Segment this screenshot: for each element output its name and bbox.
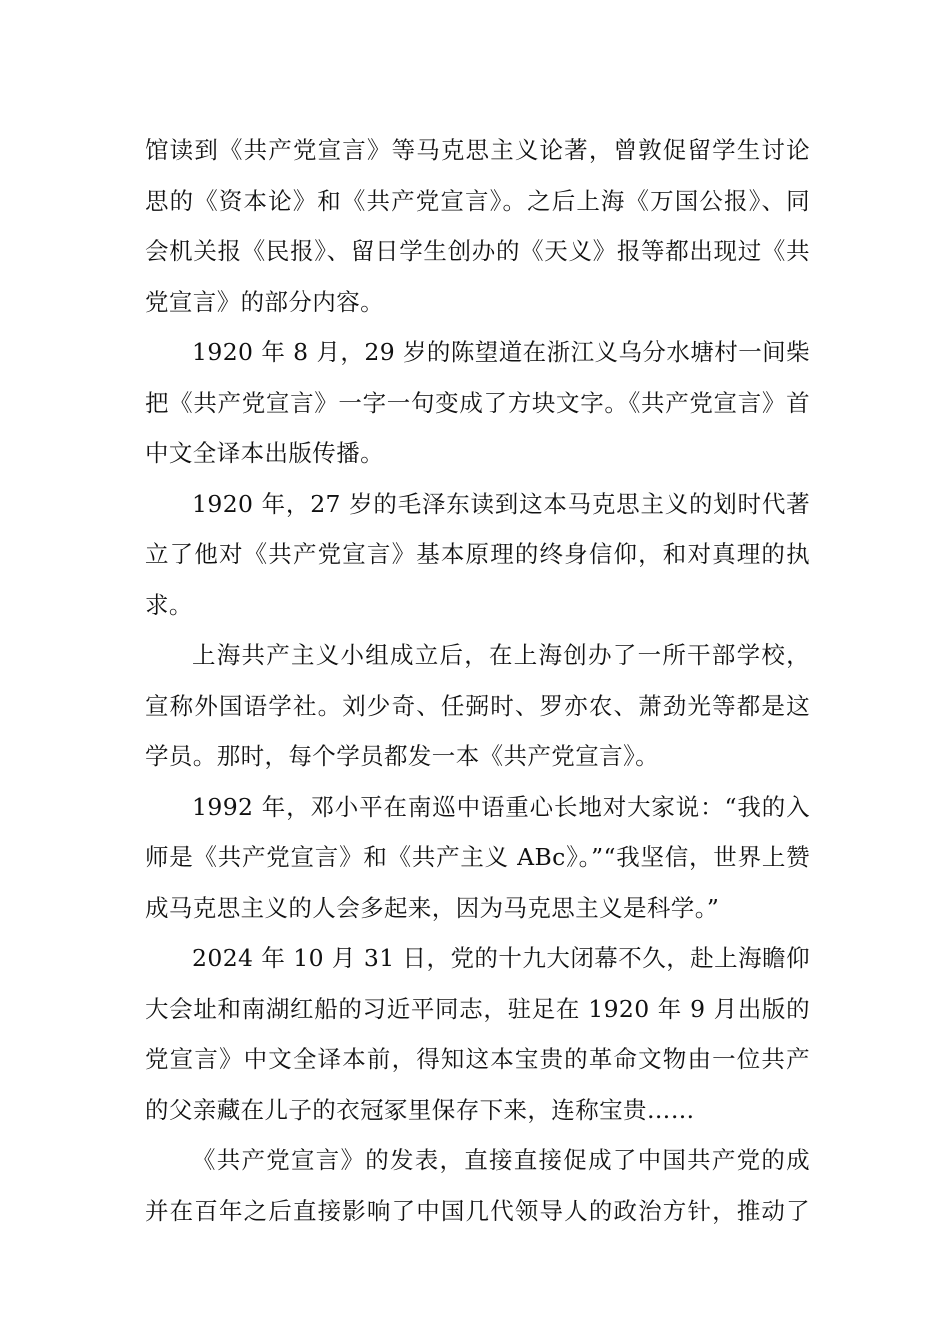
text-line: 馆读到《共产党宣言》等马克思主义论著，曾敦促留学生讨论 [145,136,810,164]
text-line: 上海共产主义小组成立后，在上海创办了一所干部学校， [192,641,810,669]
document-body-text [145,125,810,1236]
text-line: 党宣言》中文全译本前，得知这本宝贵的革命文物由一位共产 [145,1045,810,1073]
text-line: 2024 年 10 月 31 日，党的十九大闭幕不久，赴上海瞻仰 [192,944,810,972]
text-line: 《共产党宣言》的发表，直接直接促成了中国共产党的成 [192,1146,810,1174]
text-line: 1992 年，邓小平在南巡中语重心长地对大家说：“我的入 [192,792,810,821]
text-line: 党宣言》的部分内容。 [145,287,384,316]
text-line: 并在百年之后直接影响了中国几代领导人的政治方针，推动了 [145,1196,810,1225]
text-line: 把《共产党宣言》一字一句变成了方块文字。《共产党宣言》首 [145,388,810,417]
text-line: 成马克思主义的人会多起来，因为马克思主义是科学。” [145,893,720,922]
text-line: 大会址和南湖红船的习近平同志，驻足在 1920 年 9 月出版的 [145,994,810,1023]
text-line: 思的《资本论》和《共产党宣言》。之后上海《万国公报》、同 [145,186,810,215]
text-line: 学员。那时，每个学员都发一本《共产党宣言》。 [145,742,660,770]
text-line: 1920 年 8 月，29 岁的陈望道在浙江义乌分水塘村一间柴 [192,338,810,366]
text-line: 1920 年，27 岁的毛泽东读到这本马克思主义的划时代著 [192,489,810,518]
text-line: 师是《共产党宣言》和《共产主义 ABc》。”“我坚信，世界上赞 [145,843,810,871]
text-line: 立了他对《共产党宣言》基本原理的终身信仰，和对真理的执 [145,540,810,568]
text-line: 中文全译本出版传播。 [145,439,384,467]
text-line: 宣称外国语学社。刘少奇、任弼时、罗亦农、萧劲光等都是这 [145,691,810,720]
text-line: 会机关报《民报》、留日学生创办的《天义》报等都出现过《共 [145,237,810,265]
text-line: 求。 [145,590,193,619]
text-line: 的父亲藏在儿子的衣冠冢里保存下来，连称宝贵…… [145,1095,695,1124]
